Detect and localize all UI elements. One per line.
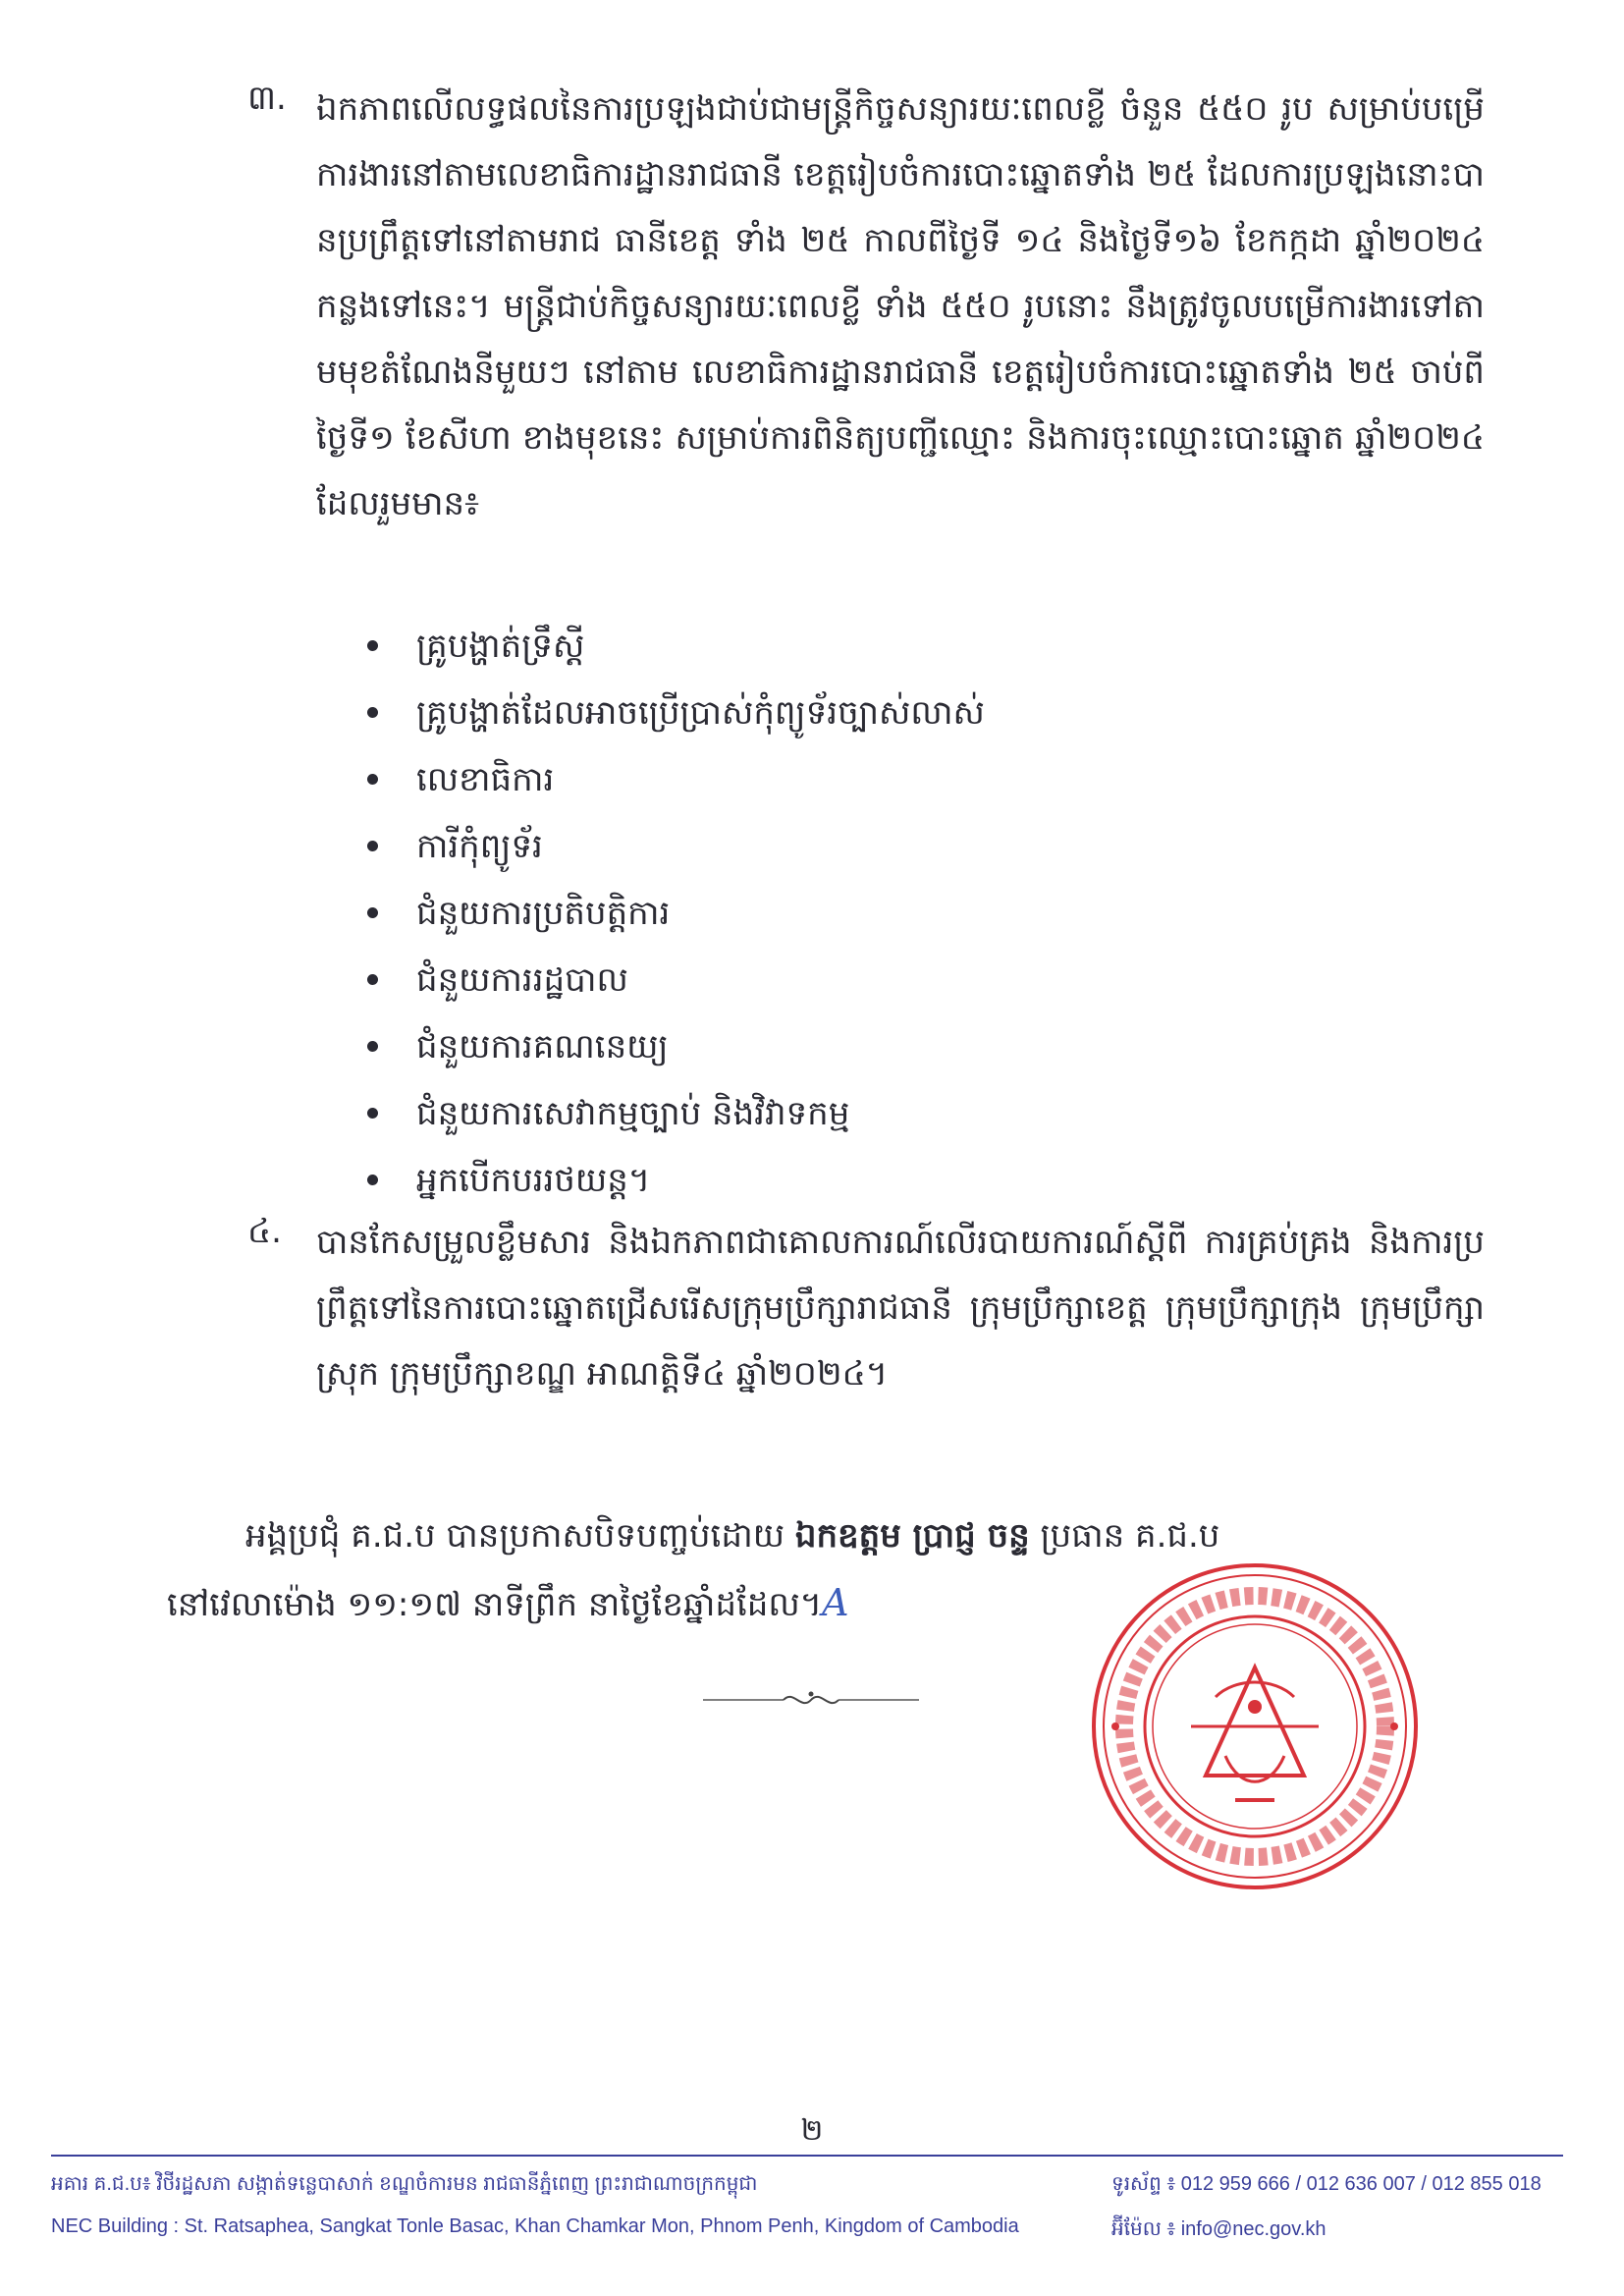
item-4 — [247, 1210, 1485, 1407]
footer-address-km: អគារ គ.ជ.ប៖ វិថីរដ្ឋសភា សង្កាត់ទន្លេបាសាក់ ខណ្ឌចំការមន រាជធានីភ្នំពេញ ព្រះរាជាណាចក្រកម្ពុជា — [51, 2173, 758, 2195]
bullet-icon — [367, 841, 378, 851]
official-seal-icon — [1088, 1559, 1422, 1893]
footer-address-en: NEC Building : St. Ratsaphea, Sangkat Tonle Basac, Khan Chamkar Mon, Phnom Penh, Kingdom of Cambodia — [51, 2215, 1019, 2237]
phone-label: ទូរស័ព្ទ ៖ — [1111, 2173, 1176, 2195]
email-value[interactable]: info@nec.gov.kh — [1180, 2218, 1326, 2240]
list-item-text: លេខាធិការ — [416, 760, 555, 799]
list-item-text: អ្នកបើកបររថយន្ត។ — [416, 1161, 651, 1200]
bullet-icon — [367, 974, 378, 985]
bullet-icon — [367, 907, 378, 918]
list-item — [367, 680, 1447, 746]
bullet-icon — [367, 1108, 378, 1119]
bullet-icon — [367, 774, 378, 785]
chair-name: ឯកឧត្តម ប្រាជ្ញ ចន្ទ — [794, 1516, 1030, 1556]
item-3 — [247, 77, 1485, 537]
page-number: ២ — [800, 2113, 824, 2148]
email-label: អ៊ីម៉ែល ៖ — [1111, 2218, 1176, 2240]
list-item-text: ជំនួយការរដ្ឋបាល — [416, 960, 628, 1000]
item-3-text: ឯកភាពលើលទ្ធផលនៃការប្រឡងជាប់ជាមន្ត្រីកិច្ចសន្យារយៈពេលខ្លី ចំនួន ៥៥០ រូប សម្រាប់បម្រើការងារនៅតាមលេខាធិការដ្ឋានរាជធានី ខេត្តរៀបចំការបោះឆ្នោតទាំង ២៥ ដែលការប្រឡងនោះបានប្រព្រឹត្តទៅនៅតាមរាជ ធានីខេត្ត ទាំង ២៥ កាលពីថ្ងៃទី ១៤ និងថ្ងៃទី១៦ ខែកក្កដា ឆ្នាំ២០២៤ កន្លងទៅនេះ។ មន្ត្រីជាប់កិច្ចសន្យារយៈពេលខ្លី ទាំង ៥៥០ រូបនោះ នឹងត្រូវចូលបម្រើការងារទៅតាមមុខតំណែងនីមួយៗ នៅតាម លេខាធិការដ្ឋានរាជធានី ខេត្តរៀបចំការបោះឆ្នោតទាំង ២៥ ចាប់ពីថ្ងៃទី១ ខែសីហា ខាងមុខនេះ សម្រាប់ការពិនិត្យបញ្ជីឈ្មោះ និងការចុះឈ្មោះបោះឆ្នោត ឆ្នាំ២០២៤ ដែលរួមមាន៖ — [316, 89, 1485, 523]
footer-phone — [1111, 2170, 1542, 2200]
item-4-text: បានកែសម្រួលខ្លឹមសារ និងឯកភាពជាគោលការណ៍លើរបាយការណ៍ស្តីពី ការគ្រប់គ្រង និងការប្រព្រឹត្តទៅនៃការបោះឆ្នោតជ្រើសរើសក្រុមប្រឹក្សារាជធានី ក្រុមប្រឹក្សាខេត្ត ក្រុមប្រឹក្សាក្រុង ក្រុមប្រឹក្សាស្រុក ក្រុមប្រឹក្សាខណ្ឌ អាណត្តិទី៤ ឆ្នាំ២០២៤។ — [316, 1223, 1485, 1394]
position-list — [367, 613, 1447, 1214]
list-item-text: ជំនួយការគណនេយ្យ — [416, 1027, 669, 1066]
phone-value: 012 959 666 / 012 636 007 / 012 855 018 — [1180, 2173, 1542, 2195]
list-item — [367, 1013, 1447, 1080]
initial-mark: A — [822, 1581, 849, 1624]
list-item — [367, 746, 1447, 813]
bullet-icon — [367, 707, 378, 718]
list-item — [367, 880, 1447, 947]
item-number: ៣. — [247, 79, 287, 118]
bullet-icon — [367, 1175, 378, 1185]
closing-text: អង្គប្រជុំ គ.ជ.ប បានប្រកាសបិទបញ្ចប់ដោយ — [245, 1516, 795, 1556]
list-item — [367, 813, 1447, 880]
closing-text: ប្រធាន គ.ជ.ប — [1029, 1516, 1220, 1556]
bullet-icon — [367, 1041, 378, 1052]
list-item — [367, 613, 1447, 680]
list-item — [367, 947, 1447, 1013]
list-item-text: ជំនួយការសេវាកម្មច្បាប់ និងវិវាទកម្ម — [416, 1094, 850, 1133]
footer-email — [1111, 2215, 1326, 2245]
footer-divider — [51, 2155, 1563, 2157]
list-item-text: គ្រូបង្ហាត់ទ្រឹស្តី — [416, 627, 585, 666]
item-number: ៤. — [247, 1212, 282, 1251]
list-item — [367, 1147, 1447, 1214]
bullet-icon — [367, 640, 378, 651]
divider-ornament-icon — [703, 1685, 919, 1715]
list-item-text: ជំនួយការប្រតិបត្តិការ — [416, 894, 671, 933]
closing-text: នៅវេលាម៉ោង ១១:១៧ នាទីព្រឹក នាថ្ងៃខែឆ្នាំដដែល។ — [167, 1585, 823, 1624]
list-item-text: គ្រូបង្ហាត់ដែលអាចប្រើប្រាស់កុំព្យូទ័រច្បាស់លាស់ — [416, 693, 985, 733]
list-item — [367, 1080, 1447, 1147]
list-item-text: ការីកុំព្យូទ័រ — [416, 827, 543, 866]
